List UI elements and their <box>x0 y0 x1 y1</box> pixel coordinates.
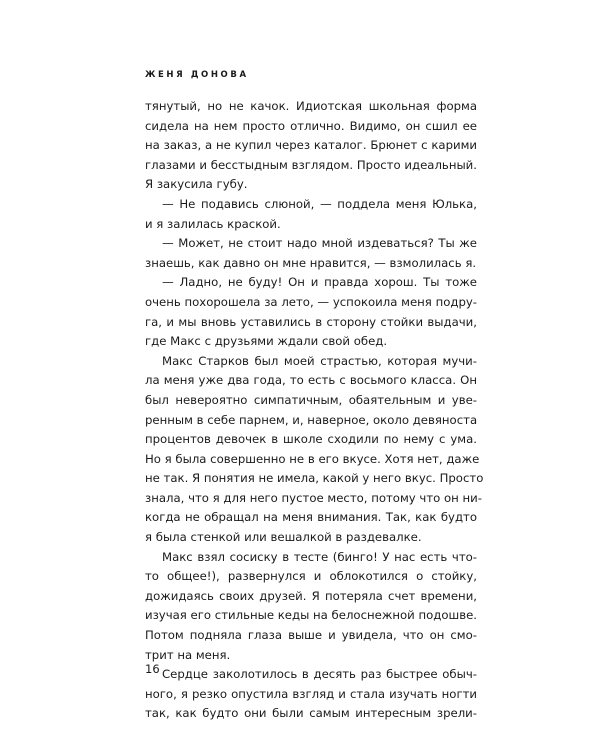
text-line: изучая его стильные кеды на белоснежной подошве. <box>145 608 477 623</box>
body-text <box>145 97 484 724</box>
text-line: очень похорошела за лето, — успокоила меня подру- <box>145 294 477 309</box>
text-line: глазами и бесстыдным взглядом. Просто идеальный. <box>145 157 477 172</box>
text-line: — Не подавись слюной, — поддела меня Юлька, <box>162 196 477 211</box>
text-line: тянутый, но не качок. Идиотская школьная форма <box>145 99 477 113</box>
text-line: процентов девочек в школе сходили по нему с ума. <box>145 432 477 447</box>
text-line: — Может, не стоит надо мной издеваться? Ты же <box>162 236 477 251</box>
text-line: Но я была совершенно не в его вкусе. Хотя нет, даже <box>145 451 480 466</box>
text-line: дожидаясь своих друзей. Я потеряла счет времени, <box>145 588 477 603</box>
running-head: ЖЕНЯ ДОНОВА <box>145 70 249 80</box>
text-line: то общее!), развернулся и облокотился о стойку, <box>145 569 477 584</box>
text-line: на заказ, а не купил через каталог. Брюнет с карими <box>145 138 477 153</box>
text-line: был невероятно симпатичным, обаятельным и уве- <box>145 392 477 407</box>
text-line: Потом подняла глаза выше и увидела, что он смо- <box>145 628 477 643</box>
text-line: знаешь, как давно он мне нравится, — взмолилась я. <box>145 255 477 270</box>
text-line: ла меня уже два года, то есть с восьмого класса. Он <box>145 373 477 388</box>
text-line: ренным в себе парнем, и, наверное, около девяноста <box>145 412 478 427</box>
text-line: — Ладно, не буду! Он и правда хорош. Ты тоже <box>162 275 477 290</box>
text-line: я была стенкой или вешалкой в раздевалке. <box>145 530 422 545</box>
text-line: трит на меня. <box>145 647 231 662</box>
text-line: Я закусила губу. <box>145 177 248 192</box>
text-line: знала, что я для него пустое место, потому что он ни- <box>145 490 482 505</box>
text-line: так, как будто они были самым интересным зрели- <box>145 706 477 721</box>
text-line: ного, я резко опустила взгляд и стала изучать ногти <box>145 686 477 701</box>
text-line: сидела на нем просто отлично. Видимо, он сшил ее <box>145 118 477 133</box>
text-line: не так. Я понятия не имела, какой у него вкус. Просто <box>145 471 484 486</box>
text-line: где Макс с друзьями ждали свой обед. <box>145 334 388 349</box>
text-line: Макс Старков был моей страстью, которая мучи- <box>162 353 477 368</box>
text-line: и я залилась краской. <box>145 216 281 231</box>
text-line: га, и мы вновь уставились в сторону стойки выдачи, <box>145 314 477 329</box>
page-number: 16 <box>145 662 160 676</box>
text-line: когда не обращал на меня внимания. Так, как будто <box>145 510 477 525</box>
text-line: Макс взял сосиску в тесте (бинго! У нас есть что- <box>162 549 477 564</box>
text-line: Сердце заколотилось в десять раз быстрее обыч- <box>162 667 477 682</box>
